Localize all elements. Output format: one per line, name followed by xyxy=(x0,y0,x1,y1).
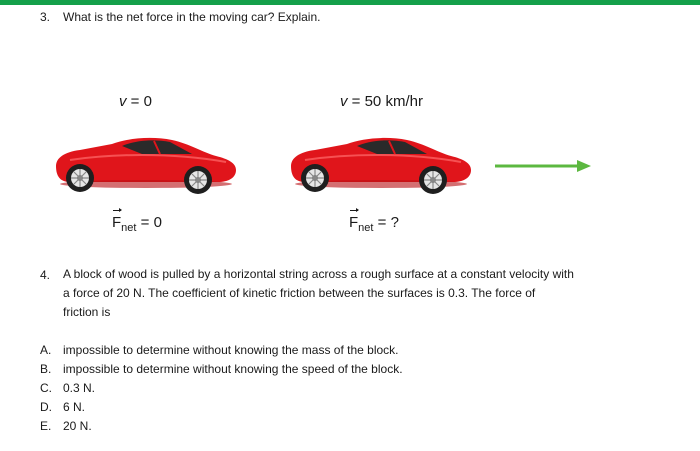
option-letter: E. xyxy=(40,419,52,433)
left-net-force-label xyxy=(112,214,162,234)
wheel-front xyxy=(419,166,447,194)
option-text: 20 N. xyxy=(63,419,92,433)
option-letter: A. xyxy=(40,343,52,357)
force-value: = 0 xyxy=(136,214,162,231)
wheel-rear xyxy=(301,164,329,192)
option-text: 6 N. xyxy=(63,400,86,414)
stem-line: A block of wood is pulled by a horizontal string across a rough surface at a constant velocity with xyxy=(63,267,574,281)
option-text: 0.3 N. xyxy=(63,381,96,395)
right-velocity-label xyxy=(340,93,423,110)
force-subscript: net xyxy=(121,222,137,234)
question-text: What is the net force in the moving car? Explain. xyxy=(63,10,321,24)
option-text: impossible to determine without knowing the mass of the block. xyxy=(63,343,399,357)
wheel-rear xyxy=(66,164,94,192)
force-vector-symbol: F xyxy=(349,214,359,231)
wheel-front xyxy=(184,166,212,194)
option-letter: B. xyxy=(40,362,52,376)
velocity-value: = 50 km/hr xyxy=(347,93,423,110)
velocity-variable: v xyxy=(119,93,127,110)
top-accent-bar xyxy=(0,0,700,5)
option-e xyxy=(40,418,92,434)
question-4-stem xyxy=(63,265,574,322)
velocity-arrow-icon xyxy=(495,158,595,174)
stem-line: a force of 20 N. The coefficient of kinetic friction between the surfaces is 0.3. The force of xyxy=(63,286,536,300)
option-d xyxy=(40,399,85,415)
force-value: = ? xyxy=(373,214,399,231)
option-letter: D. xyxy=(40,400,52,414)
option-b xyxy=(40,361,403,377)
question-number: 3. xyxy=(40,10,51,24)
option-c xyxy=(40,380,95,396)
force-subscript: net xyxy=(358,222,374,234)
stem-line: friction is xyxy=(63,305,111,319)
right-net-force-label xyxy=(349,214,399,234)
option-text: impossible to determine without knowing the speed of the block. xyxy=(63,362,403,376)
question-number: 4. xyxy=(40,268,51,282)
left-car-illustration xyxy=(50,130,240,198)
force-vector-symbol: F xyxy=(112,214,122,231)
option-letter: C. xyxy=(40,381,52,395)
velocity-value: = 0 xyxy=(126,93,152,110)
left-velocity-label xyxy=(119,93,152,110)
velocity-variable: v xyxy=(340,93,348,110)
right-car-illustration xyxy=(285,130,475,198)
option-a xyxy=(40,342,399,358)
